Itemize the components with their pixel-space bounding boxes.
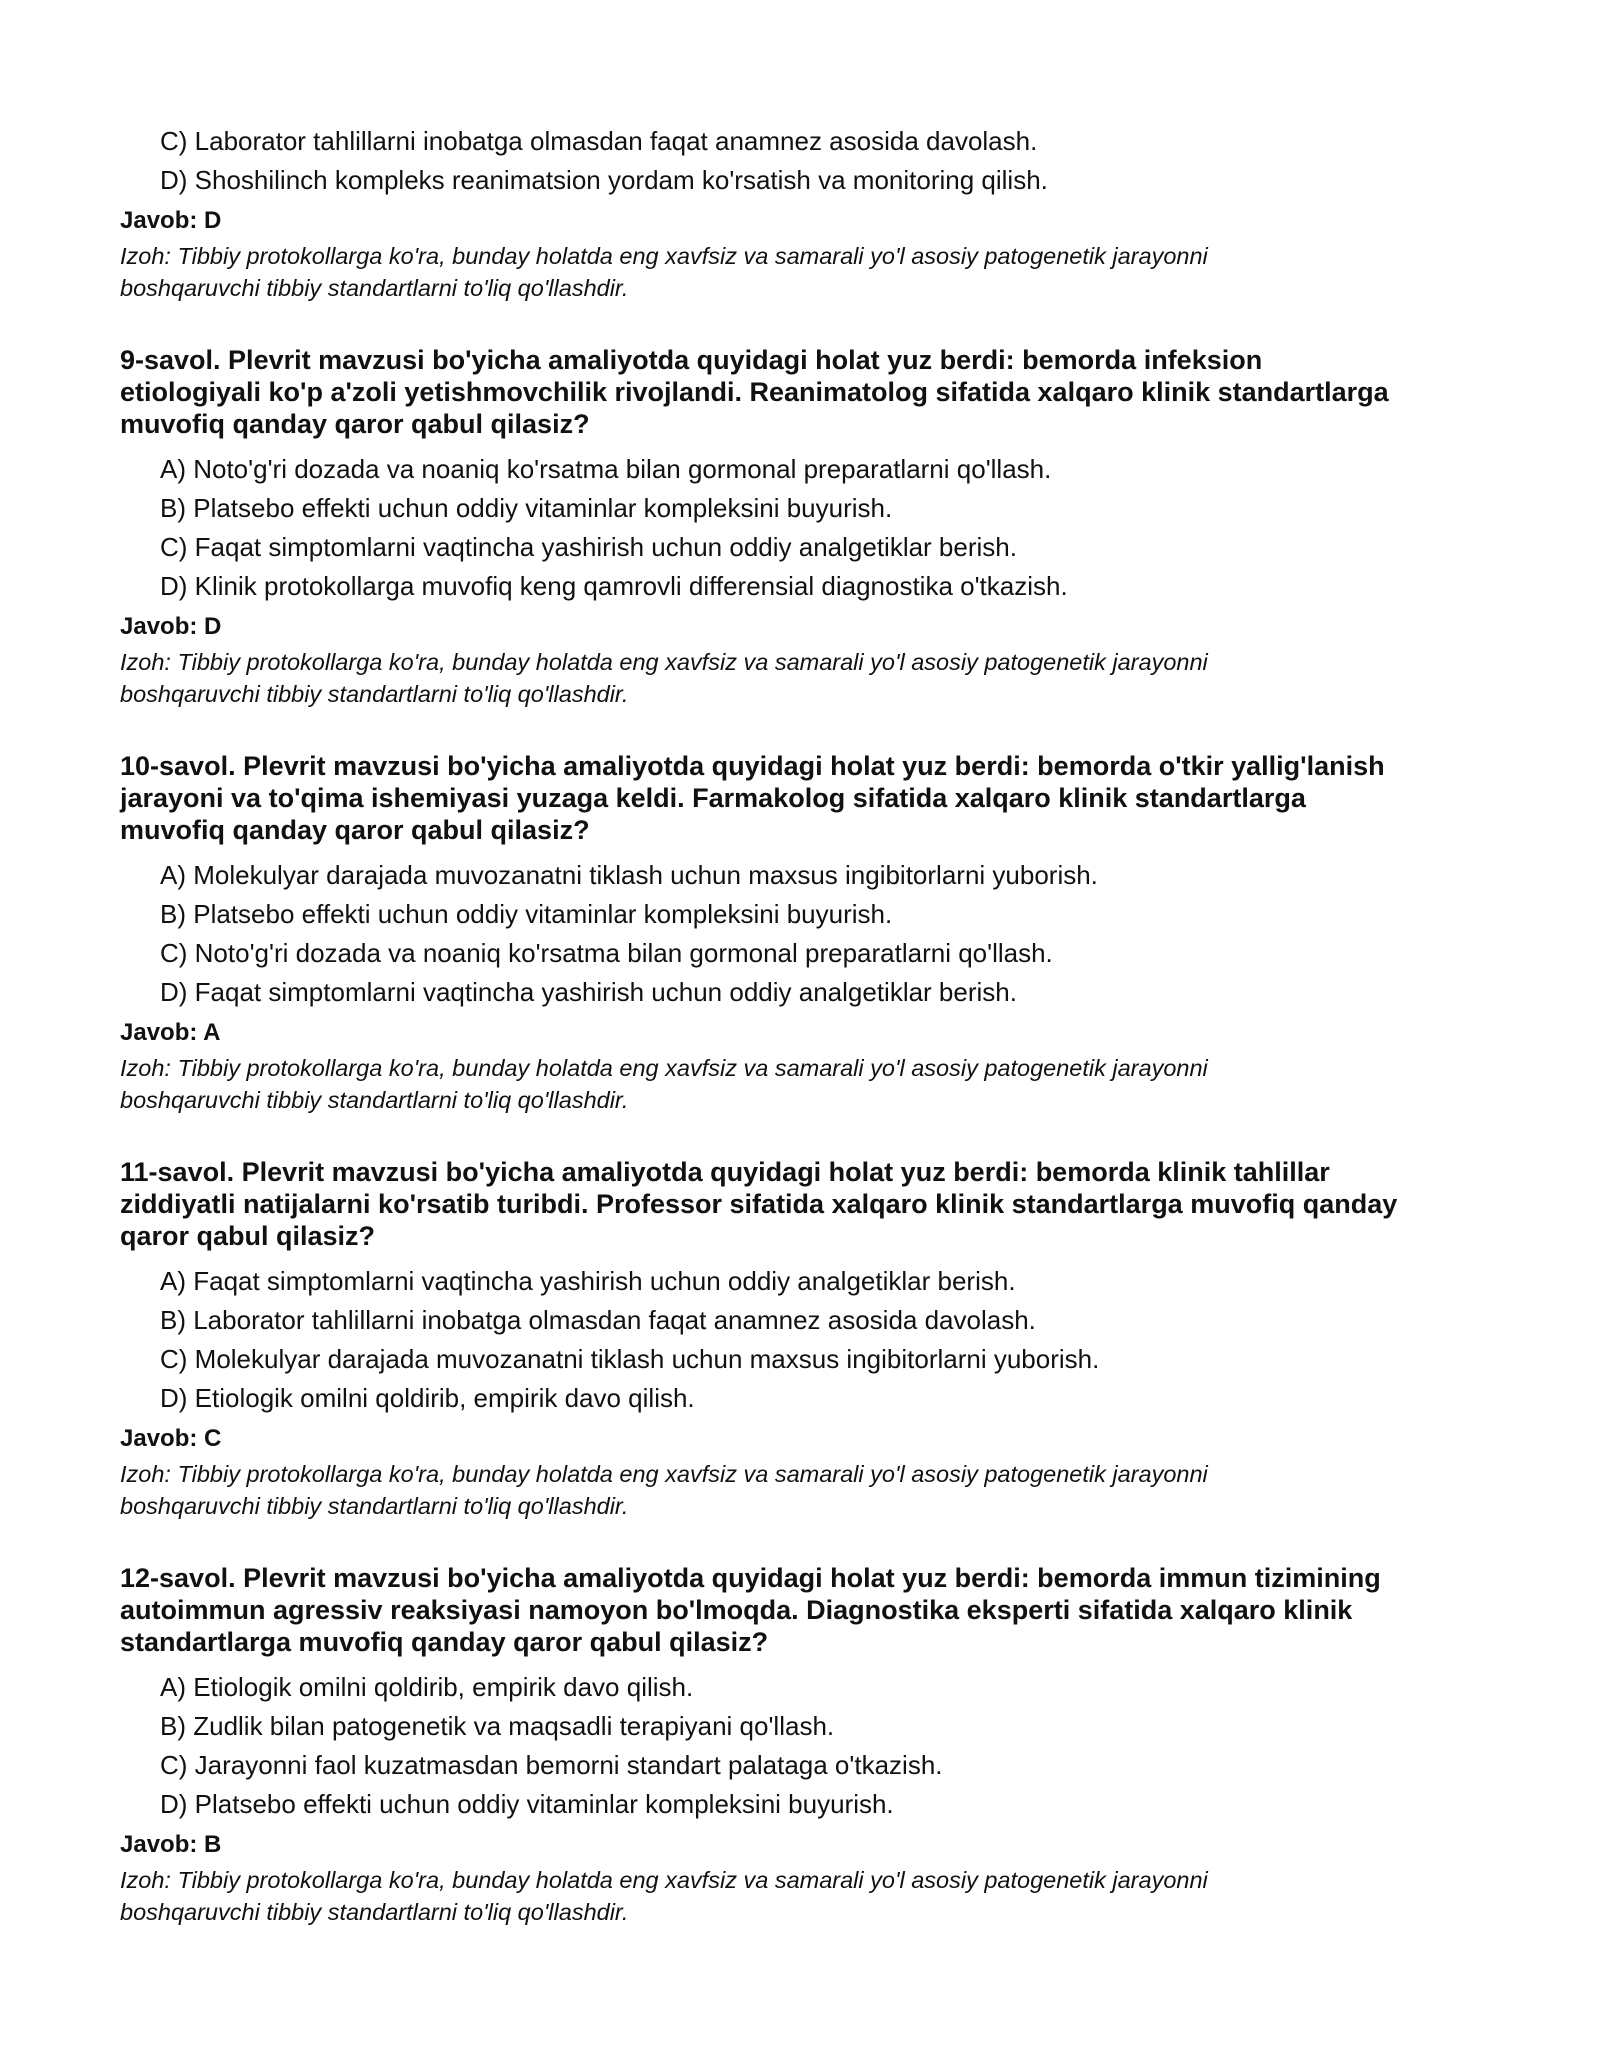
question-block-11 [120,1156,1500,1522]
option-c: C) Noto'g'ri dozada va noaniq ko'rsatma bilan gormonal preparatlarni qo'llash. [160,938,1053,968]
explanation-line: Izoh: Tibbiy protokollarga ko'ra, bunday holatda eng xavfsiz va samarali yo'l asosiy patogenetik jarayonni [120,649,1208,675]
question-text [120,1156,1500,1252]
question-text [120,344,1500,440]
answer-label: Javob: A [120,1019,221,1046]
question-line: muvofiq qanday qaror qabul qilasiz? [120,409,590,439]
question-text [120,750,1500,846]
option-c: C) Jarayonni faol kuzatmasdan bemorni standart palataga o'tkazish. [160,1750,943,1780]
option-b: B) Platsebo effekti uchun oddiy vitaminlar kompleksini buyurish. [160,493,893,523]
option-c: C) Laborator tahlillarni inobatga olmasdan faqat anamnez asosida davolash. [160,126,1038,156]
option-d: D) Platsebo effekti uchun oddiy vitaminlar kompleksini buyurish. [160,1789,894,1819]
question-8-continuation [120,122,1500,304]
option-a: A) Noto'g'ri dozada va noaniq ko'rsatma bilan gormonal preparatlarni qo'llash. [160,454,1052,484]
question-line: etiologiyali ko'p a'zoli yetishmovchilik rivojlandi. Reanimatolog sifatida xalqaro klinik standartlarga [120,377,1389,407]
option-a: A) Etiologik omilni qoldirib, empirik davo qilish. [160,1672,694,1702]
option-d: D) Shoshilinch kompleks reanimatsion yordam ko'rsatish va monitoring qilish. [160,165,1048,195]
question-line: jarayoni va to'qima ishemiyasi yuzaga keldi. Farmakolog sifatida xalqaro klinik standartlarga [120,783,1306,813]
question-text [120,1562,1500,1658]
answer-label: Javob: C [120,1425,222,1452]
answer-label: Javob: D [120,613,222,640]
explanation-line: boshqaruvchi tibbiy standartlarni to'liq qo'llashdir. [120,1899,629,1925]
explanation-line: Izoh: Tibbiy protokollarga ko'ra, bunday holatda eng xavfsiz va samarali yo'l asosiy patogenetik jarayonni [120,1867,1208,1893]
explanation-line: Izoh: Tibbiy protokollarga ko'ra, bunday holatda eng xavfsiz va samarali yo'l asosiy patogenetik jarayonni [120,1461,1208,1487]
option-d: D) Klinik protokollarga muvofiq keng qamrovli differensial diagnostika o'tkazish. [160,571,1068,601]
explanation-line: boshqaruvchi tibbiy standartlarni to'liq qo'llashdir. [120,275,629,301]
explanation-note [120,1052,1500,1116]
question-line: 10-savol. Plevrit mavzusi bo'yicha amaliyotda quyidagi holat yuz berdi: bemorda o'tkir yallig'lanish [120,751,1385,781]
explanation-note [120,1864,1500,1928]
question-line: 11-savol. Plevrit mavzusi bo'yicha amaliyotda quyidagi holat yuz berdi: bemorda klinik tahlillar [120,1157,1330,1187]
option-a: A) Faqat simptomlarni vaqtincha yashirish uchun oddiy analgetiklar berish. [160,1266,1016,1296]
document-page [120,122,1500,1928]
explanation-line: Izoh: Tibbiy protokollarga ko'ra, bunday holatda eng xavfsiz va samarali yo'l asosiy patogenetik jarayonni [120,1055,1208,1081]
question-line: muvofiq qanday qaror qabul qilasiz? [120,815,590,845]
option-d: D) Faqat simptomlarni vaqtincha yashirish uchun oddiy analgetiklar berish. [160,977,1017,1007]
explanation-line: boshqaruvchi tibbiy standartlarni to'liq qo'llashdir. [120,1087,629,1113]
question-line: 12-savol. Plevrit mavzusi bo'yicha amaliyotda quyidagi holat yuz berdi: bemorda immun tizimining [120,1563,1381,1593]
explanation-line: Izoh: Tibbiy protokollarga ko'ra, bunday holatda eng xavfsiz va samarali yo'l asosiy patogenetik jarayonni [120,243,1208,269]
explanation-note [120,1458,1500,1522]
question-line: ziddiyatli natijalarni ko'rsatib turibdi. Professor sifatida xalqaro klinik standartlarga muvofiq qanday [120,1189,1398,1219]
explanation-note [120,240,1500,304]
question-block-9 [120,344,1500,710]
question-line: standartlarga muvofiq qanday qaror qabul qilasiz? [120,1627,769,1657]
question-line: qaror qabul qilasiz? [120,1221,376,1251]
explanation-note [120,646,1500,710]
option-c: C) Faqat simptomlarni vaqtincha yashirish uchun oddiy analgetiklar berish. [160,532,1017,562]
explanation-line: boshqaruvchi tibbiy standartlarni to'liq qo'llashdir. [120,681,629,707]
answer-label: Javob: B [120,1831,222,1858]
explanation-line: boshqaruvchi tibbiy standartlarni to'liq qo'llashdir. [120,1493,629,1519]
question-block-12 [120,1562,1500,1928]
option-c: C) Molekulyar darajada muvozanatni tiklash uchun maxsus ingibitorlarni yuborish. [160,1344,1100,1374]
option-d: D) Etiologik omilni qoldirib, empirik davo qilish. [160,1383,695,1413]
question-line: 9-savol. Plevrit mavzusi bo'yicha amaliyotda quyidagi holat yuz berdi: bemorda infeksion [120,345,1263,375]
question-line: autoimmun agressiv reaksiyasi namoyon bo'lmoqda. Diagnostika eksperti sifatida xalqaro klinik [120,1595,1353,1625]
answer-label: Javob: D [120,207,222,234]
option-b: B) Laborator tahlillarni inobatga olmasdan faqat anamnez asosida davolash. [160,1305,1036,1335]
question-block-10 [120,750,1500,1116]
option-a: A) Molekulyar darajada muvozanatni tiklash uchun maxsus ingibitorlarni yuborish. [160,860,1098,890]
option-b: B) Zudlik bilan patogenetik va maqsadli terapiyani qo'llash. [160,1711,835,1741]
option-b: B) Platsebo effekti uchun oddiy vitaminlar kompleksini buyurish. [160,899,893,929]
